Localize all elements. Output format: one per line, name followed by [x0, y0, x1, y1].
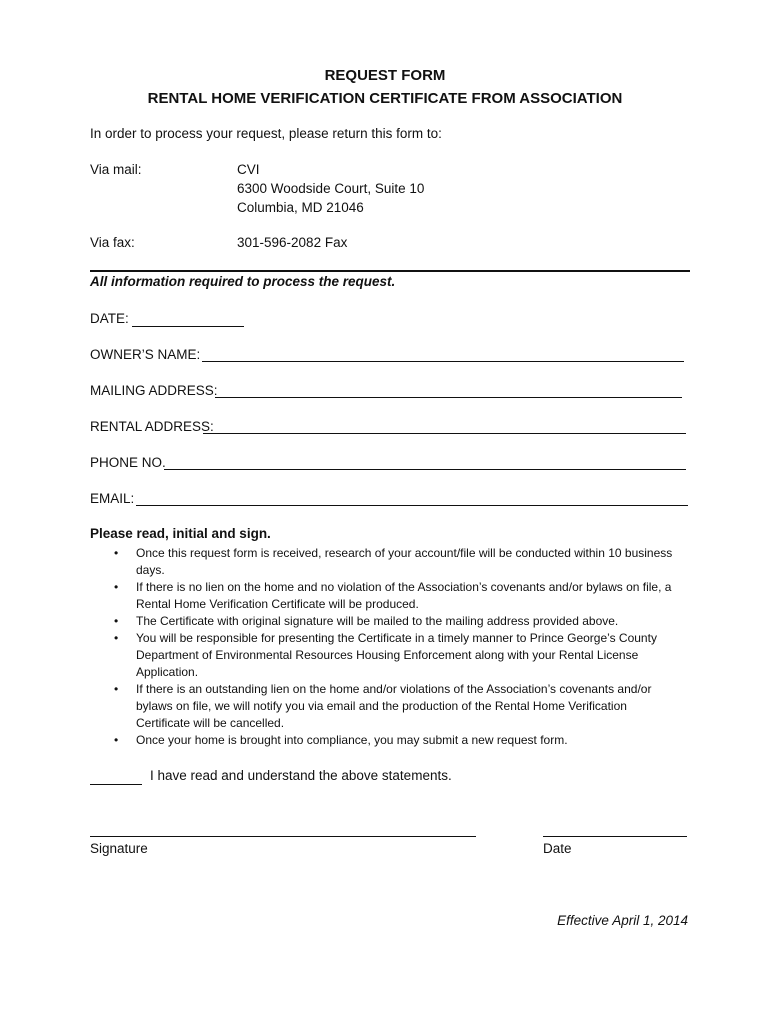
phone-label: PHONE NO. — [90, 455, 166, 470]
bullet-icon: • — [114, 546, 119, 560]
via-mail-label: Via mail: — [90, 162, 142, 177]
signature-label: Signature — [90, 841, 148, 856]
instruction-text: If there is no lien on the home and no violation of the Association’s covenants and/or bylaws on file, a Rental Home Verification Certificate will be produced. — [136, 580, 672, 611]
list-item — [110, 732, 680, 749]
list-item — [110, 579, 680, 613]
mail-line-2: 6300 Woodside Court, Suite 10 — [237, 181, 425, 196]
mail-line-1: CVI — [237, 162, 260, 177]
rental-address-field[interactable] — [203, 433, 686, 434]
list-item — [110, 545, 680, 579]
email-label: EMAIL: — [90, 491, 135, 506]
fax-number: 301-596-2082 Fax — [237, 235, 348, 250]
via-fax-label: Via fax: — [90, 235, 135, 250]
mailing-address-label: MAILING ADDRESS: — [90, 383, 218, 398]
bullet-icon: • — [114, 733, 119, 747]
instruction-text: The Certificate with original signature will be mailed to the mailing address provided above. — [136, 614, 619, 628]
date-field-label: DATE: — [90, 311, 129, 326]
date-field[interactable] — [132, 326, 244, 327]
form-title: REQUEST FORM — [324, 67, 446, 84]
instruction-text: Once this request form is received, research of your account/file will be conducted within 10 business days. — [136, 546, 673, 577]
form-subtitle: RENTAL HOME VERIFICATION CERTIFICATE FROM ASSOCIATION — [147, 90, 623, 107]
acknowledgement-text: I have read and understand the above statements. — [150, 768, 452, 783]
phone-field[interactable] — [164, 469, 686, 470]
instructions-heading: Please read, initial and sign. — [90, 526, 271, 541]
signature-date-label: Date — [543, 841, 572, 856]
signature-field[interactable] — [90, 836, 476, 837]
list-item — [110, 681, 680, 732]
instruction-text: Once your home is brought into compliance, you may submit a new request form. — [136, 733, 568, 747]
list-item — [110, 630, 680, 681]
email-field[interactable] — [136, 505, 688, 506]
bullet-icon: • — [114, 682, 119, 696]
instructions-list — [110, 545, 680, 749]
owner-name-field[interactable] — [202, 361, 684, 362]
effective-date: Effective April 1, 2014 — [557, 913, 688, 928]
bullet-icon: • — [114, 614, 119, 628]
mail-line-3: Columbia, MD 21046 — [237, 200, 364, 215]
intro-text: In order to process your request, please return this form to: — [90, 126, 442, 141]
initials-field[interactable] — [90, 784, 142, 785]
bullet-icon: • — [114, 631, 119, 645]
required-note: All information required to process the request. — [90, 274, 396, 289]
section-divider — [90, 270, 690, 272]
instruction-text: If there is an outstanding lien on the home and/or violations of the Association’s covenants and/or bylaws on file, we will notify you via email and the production of the Rental Home Verification Certificate will be cancelled. — [136, 682, 652, 730]
owner-name-label: OWNER’S NAME: — [90, 347, 201, 362]
rental-address-label: RENTAL ADDRESS: — [90, 419, 214, 434]
signature-date-field[interactable] — [543, 836, 687, 837]
instruction-text: You will be responsible for presenting the Certificate in a timely manner to Prince George’s County Department of Environmental Resources Housing Enforcement along with your Rental License Application. — [136, 631, 657, 679]
mailing-address-field[interactable] — [215, 397, 682, 398]
list-item — [110, 613, 680, 630]
bullet-icon: • — [114, 580, 119, 594]
